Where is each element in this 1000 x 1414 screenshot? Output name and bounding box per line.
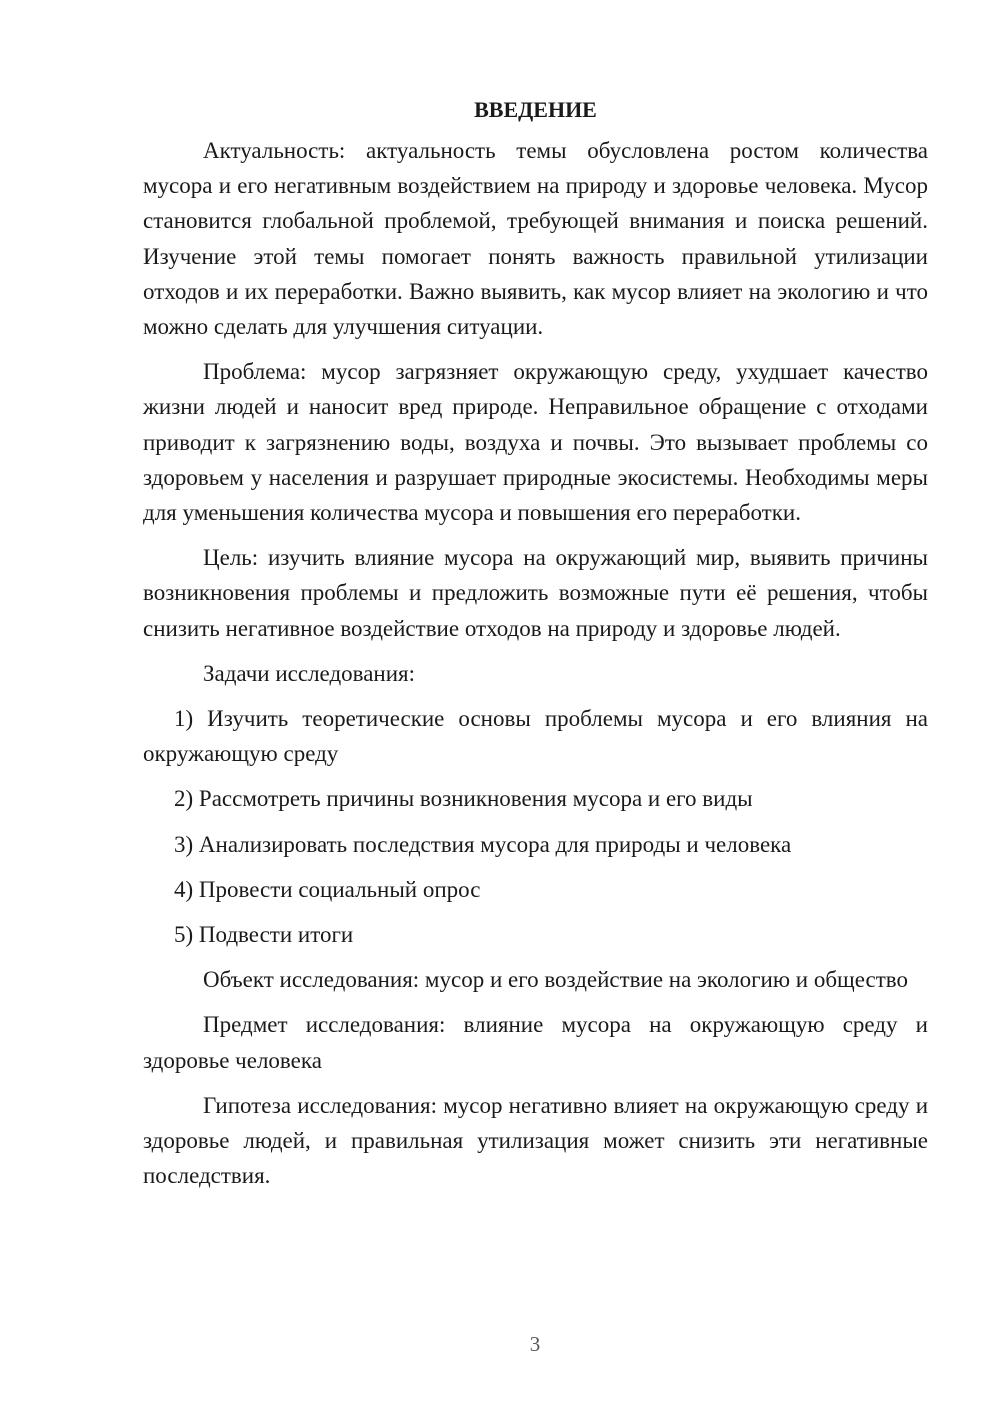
- task-item: 4) Провести социальный опрос: [174, 876, 481, 902]
- problem-paragraph: Проблема: мусор загрязняет окружающую среду, ухудшает качество жизни людей и наносит вред природе. Неправильное обращение с отходами приводит к загрязнению воды, воздуха и почвы. Это вызывает проблемы со здоровьем у населения и разрушает природные экосистемы. Необходимы меры для уменьшения количества мусора и повышения его переработки.: [143, 359, 928, 526]
- page-number: 3: [529, 1332, 541, 1356]
- relevance-paragraph: Актуальность: актуальность темы обусловлена ростом количества мусора и его негативным воздействием на природу и здоровье человека. Мусор становится глобальной проблемой, требующей внимания и поиска решений. Изучение этой темы помогает понять важность правильной утилизации отходов и их переработки. Важно выявить, как мусор влияет на экологию и что можно сделать для улучшения ситуации.: [143, 138, 928, 340]
- research-object-paragraph: Объект исследования: мусор и его воздействие на экологию и общество: [203, 967, 909, 993]
- goal-paragraph: Цель: изучить влияние мусора на окружающий мир, выявить причины возникновения проблемы и предложить возможные пути её решения, чтобы снизить негативное воздействие отходов на природу и здоровье людей.: [143, 545, 928, 641]
- page-title: ВВЕДЕНИЕ: [474, 97, 597, 122]
- research-subject-paragraph: Предмет исследования: влияние мусора на окружающую среду и здоровье человека: [143, 1012, 928, 1073]
- task-item: 3) Анализировать последствия мусора для природы и человека: [174, 831, 792, 857]
- research-hypothesis-paragraph: Гипотеза исследования: мусор негативно влияет на окружающую среду и здоровье людей, и правильная утилизация может снизить эти негативные последствия.: [143, 1092, 928, 1189]
- tasks-title: Задачи исследования:: [203, 660, 416, 686]
- page-content: [143, 92, 928, 1203]
- task-item: 5) Подвести итоги: [174, 922, 354, 948]
- task-item: 1) Изучить теоретические основы проблемы мусора и его влияния на окружающую среду: [143, 706, 928, 767]
- task-item: 2) Рассмотреть причины возникновения мусора и его виды: [174, 786, 753, 812]
